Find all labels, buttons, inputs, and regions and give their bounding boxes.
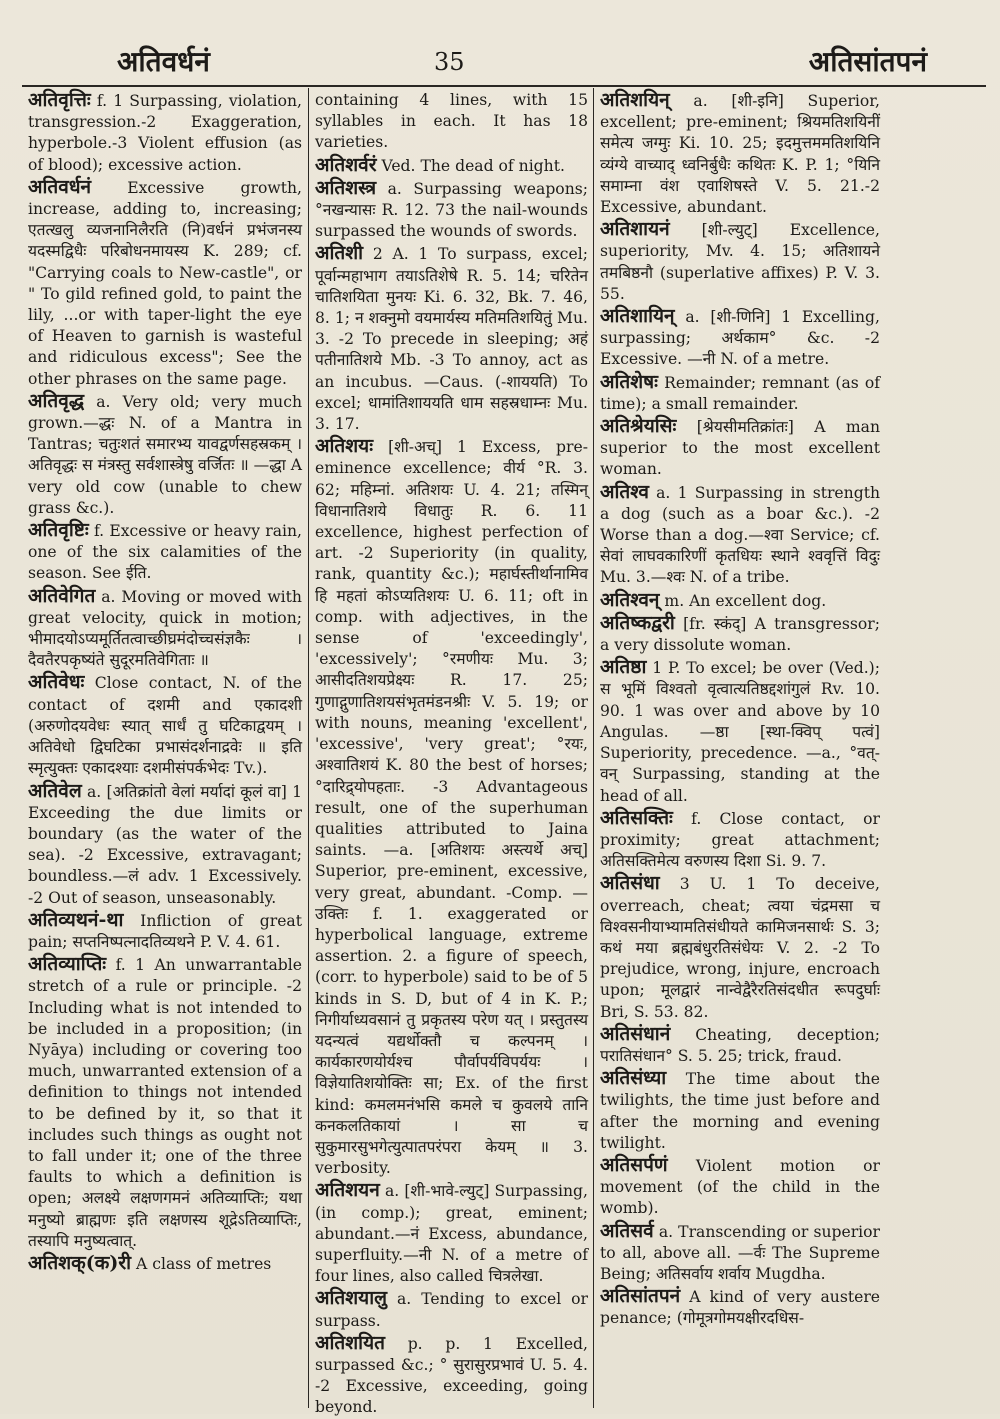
entry-headword: अतिसांतपनं bbox=[600, 1285, 681, 1308]
entry-definition: [शी-अच्] 1 Excess, pre-eminence excellence; वीर्य °R. 3. 62; महिम्नां. अतिशयः U. 4. 21; तस्मिन् विधानातिशये विधातुः R. 6. 11 excellence, highest perfection of art. -2 Superiority (in quality, rank, quantity &c.); महार्घस्तीर्थानामिव हि महतां कोऽप्यतिशयः U. 6. 11; oft in comp. with adjectives, in the sense of 'exceedingly', 'excessively'; °रमणीयः Mu. 3; आसीदतिशयप्रेक्ष्यः R. 17. 25; गुणाद्गुणातिशयसंभृतमंडनश्रीः V. 5. 19; or with nouns, meaning 'excellent', 'excessive', 'very great'; °रयः, अश्वातिशयं K. 80 the best of horses; °दारिद्र्योपहताः. -3 Advantageous result, one of the superhuman qualities attributed to Jaina saints. —a. [अतिशयः अस्त्यर्थे अच्] Superior, pre-eminent, excessive, very great, abundant. -Comp. —उक्तिः f. 1. exaggerated or hyperbolical language, extreme assertion. 2. a figure of speech, (corr. to hyperbole) said to be of 5 kinds in S. D, but of 4 in K. P.; निगीर्याध्यवसानं तु प्रकृतस्य परेण यत् । प्रस्तुतस्य यदन्यत्वं यद्यर्थोक्तौ च कल्पनम् । कार्यकारणयोर्यश्च पौर्वापर्यविपर्ययः । विज्ञेयातिशयोक्तिः सा; Ex. of the first kind: कमलमनंभसि कमले च कुवलये तानि कनकलतिकायां । सा च सुकुमारसुभगेत्युत्पातपरंपरा केयम् ॥ 3. verbosity. bbox=[315, 438, 588, 1178]
dictionary-entry bbox=[315, 1180, 588, 1287]
entry-headword: अतिव्यथनं-था bbox=[28, 908, 124, 931]
entry-headword: अतिवेल bbox=[28, 779, 82, 802]
entry-headword: अतिवेगित bbox=[28, 584, 96, 607]
entry-definition: a. Moving or moved with great velocity, quick in motion; भीमादयोऽप्यमूर्तितत्वाच्छीघ्रमंदोच्चसंज्ञकैः । दैवतैरपकृष्यंते सुदूरमतिवेगिताः ॥ bbox=[28, 587, 302, 670]
dictionary-entry bbox=[315, 155, 588, 177]
entry-definition: m. An excellent dog. bbox=[664, 591, 827, 610]
header-rule bbox=[22, 85, 986, 87]
entry-headword: अतिवेधः bbox=[28, 671, 85, 694]
dictionary-entry bbox=[600, 482, 880, 589]
entry-definition: p. p. 1 Excelled, surpassed &c.; ° सुरासुरप्रभावं U. 5. 4. -2 Excessive, exceeding, going beyond. bbox=[315, 1334, 588, 1417]
entry-definition: f. 1 Surpassing, violation, transgression.-2 Exaggeration, hyperbole.-3 Violent effusion (as of blood); excessive action. bbox=[28, 92, 302, 174]
dictionary-entry bbox=[28, 586, 302, 672]
entry-headword: अतिसर्पणं bbox=[600, 1153, 668, 1176]
entry-definition: Remainder; remnant (as of time); a small remainder. bbox=[600, 373, 880, 413]
entry-definition: Ved. The dead of night. bbox=[381, 156, 565, 175]
dictionary-entry bbox=[600, 306, 880, 371]
entry-headword: अतिसंध्या bbox=[600, 1067, 667, 1090]
dictionary-entry bbox=[600, 1286, 880, 1329]
entry-definition: a. Tending to excel or surpass. bbox=[315, 1290, 588, 1330]
entry-definition: Cheating, deception; परातिसंधान° S. 5. 25; trick, fraud. bbox=[600, 1025, 880, 1065]
dictionary-entry bbox=[315, 436, 588, 1179]
entry-headword: अतिशक्(क)री bbox=[28, 1251, 132, 1274]
entry-headword: अतिवृष्टिः bbox=[28, 519, 89, 542]
entry-headword: अतिसक्तिः bbox=[600, 806, 673, 829]
entry-headword: अतिष्ठा bbox=[600, 656, 647, 679]
entry-headword: अतिवृद्ध bbox=[28, 389, 85, 412]
dictionary-entry bbox=[28, 177, 302, 390]
entry-definition: 2 A. 1 To surpass, excel; पूर्वान्महाभाग तयाऽतिशेषे R. 5. 14; चरितेन चातिशयिता मुनयः Ki. 6. 32, Bk. 7. 46, 8. 1; न शक्नुमो वयमार्यस्य मतिमतिशयितुं Mu. 3. -2 To precede in sleeping; अहं पतीनातिशये Mb. -3 To annoy, act as an incubus. —Caus. (-शाययति) To excel; धामांतिशाययति धाम सहस्रधाम्नः Mu. 3. 17. bbox=[315, 245, 588, 434]
dictionary-entry bbox=[600, 1221, 880, 1286]
entry-headword: अतिशयित bbox=[315, 1331, 385, 1354]
entry-definition: [श्रेयसीमतिक्रांतः] A man superior to the most excellent woman. bbox=[600, 418, 880, 479]
column-1 bbox=[28, 90, 302, 1400]
entry-headword: अतिशयालु bbox=[315, 1287, 388, 1310]
dictionary-entry bbox=[600, 808, 880, 873]
dictionary-entry bbox=[28, 1253, 302, 1275]
entry-headword: अतिश्रेयसिः bbox=[600, 415, 677, 438]
dictionary-entry bbox=[600, 372, 880, 415]
entry-headword: अतिशयन bbox=[315, 1179, 380, 1202]
entry-headword: अतिशेषः bbox=[600, 370, 659, 393]
dictionary-entry bbox=[600, 657, 880, 806]
dictionary-entry bbox=[315, 1333, 588, 1419]
column-rule-2 bbox=[593, 88, 594, 1408]
column-2 bbox=[315, 90, 588, 1417]
entry-headword: अतिशस्त्र bbox=[315, 176, 377, 199]
entry-headword: अतिव्याप्तिः bbox=[28, 953, 107, 976]
page-number: 35 bbox=[434, 48, 465, 76]
dictionary-entry bbox=[315, 90, 588, 154]
dictionary-entry bbox=[28, 672, 302, 779]
entry-headword: अतिशायिन् bbox=[600, 305, 675, 328]
entry-definition: a. [शी-णिनि] 1 Excelling, surpassing; अर्थकाम° &c. -2 Excessive. —नी N. of a metre. bbox=[600, 308, 880, 369]
entry-definition: a. [शी-इनि] Superior, excellent; pre-eminent; श्रियमतिशयिनीं समेत्य जग्मुः Ki. 10. 25; इदमुत्तममतिशयिनि व्यंग्ये वाच्याद् ध्वनिर्बुधैः कथितः K. P. 1; °यिनि समाम्ना वंश एवाशिषस्ते V. 5. 21.-2 Excessive, abundant. bbox=[600, 92, 880, 217]
running-head-left-word: अतिवर्धनं bbox=[117, 45, 210, 78]
entry-definition: Close contact, N. of the contact of दशमी and एकादशी (अरुणोदयवेधः स्यात् सार्धं तु घटिकाद्वयम् । अतिवेधो द्विघटिका प्रभासंदर्शनाद्रवेः ॥ इति स्मृत्युक्तः एकादश्याः दशमीसंपर्कभेदः Tv.). bbox=[28, 674, 302, 778]
entry-definition: a. 1 Surpassing in strength a dog (such as a boar &c.). -2 Worse than a dog.—श्वा Service; cf. सेवां लाघवकारिणीं कृतधियः स्थाने श्ववृत्तिं विदुः Mu. 3.—श्वः N. of a tribe. bbox=[600, 483, 880, 587]
entry-headword: अतिशर्वरं bbox=[315, 153, 377, 176]
dictionary-entry bbox=[28, 954, 302, 1252]
entry-headword: अतिवर्धनं bbox=[28, 175, 92, 198]
entry-headword: अतिष्कद्वरी bbox=[600, 611, 675, 634]
dictionary-entry bbox=[315, 243, 588, 435]
dictionary-entry bbox=[600, 613, 880, 656]
entry-definition: Violent motion or movement (of the child in the womb). bbox=[600, 1156, 880, 1218]
running-head-right-word: अतिसांतपनं bbox=[808, 45, 927, 78]
dictionary-entry bbox=[600, 1024, 880, 1067]
column-rule-1 bbox=[308, 88, 309, 1408]
entry-headword: अतिसंधानं bbox=[600, 1022, 671, 1045]
column-3 bbox=[600, 90, 880, 1400]
entry-definition: a. [अतिक्रांतो वेलां मर्यादां कूलं वा] 1 Exceeding the due limits or boundary (as the water of the sea). -2 Excessive, extravagant; boundless.—लं adv. 1 Excessively. -2 Out of season, unseasonably. bbox=[28, 782, 302, 907]
dictionary-entry bbox=[600, 219, 880, 305]
dictionary-entry bbox=[600, 90, 880, 218]
entry-definition: a. Transcending or superior to all, above all. —र्वः The Supreme Being; अतिसर्वाय शर्वाय Mugdha. bbox=[600, 1222, 880, 1283]
dictionary-entry bbox=[28, 910, 302, 953]
running-head bbox=[22, 38, 982, 86]
dictionary-entry bbox=[28, 781, 302, 909]
dictionary-entry bbox=[600, 1155, 880, 1220]
dictionary-entry bbox=[315, 178, 588, 243]
entry-definition: a. Surpassing weapons; °नखन्यासः R. 12. 73 the nail-wounds surpassed the wounds of swords. bbox=[315, 179, 588, 241]
entry-definition: a. Very old; very much grown.—द्धः N. of a Mantra in Tantras; चतुःशतं समारभ्य यावद्वर्णसहस्रकम् । अतिवृद्धः स मंत्रस्तु सर्वशास्त्रेषु वर्जितः ॥ —द्धा A very old cow (unable to chew grass &c.). bbox=[28, 392, 302, 517]
dictionary-entry bbox=[28, 90, 302, 176]
entry-definition: [शी-ल्युट्] Excellence, superiority, Mv. 4. 15; अतिशायने तमबिष्ठनौ (superlative affixes) P. V. 3. 55. bbox=[600, 221, 880, 303]
dictionary-entry bbox=[315, 1288, 588, 1331]
entry-definition: A kind of very austere penance; (गोमूत्रगोमयक्षीरदधिस- bbox=[600, 1288, 881, 1328]
entry-definition: The time about the twilights, the time just before and after the morning and evening twilight. bbox=[600, 1070, 880, 1152]
entry-headword: अतिश्व bbox=[600, 480, 649, 503]
entry-definition: f. Excessive or heavy rain, one of the six calamities of the season. See ईति. bbox=[28, 522, 302, 583]
dictionary-entry bbox=[600, 873, 880, 1022]
dictionary-entry bbox=[600, 590, 880, 612]
entry-headword: अतिशयिन् bbox=[600, 89, 670, 111]
entry-definition: f. 1 An unwarrantable stretch of a rule or principle. -2 Including what is not intended to be included in a proposition; (in Nyāya) including or covering too much, unwarranted extension of a definition to things not intended to be defined by it, so that it includes such things as ought not to fall under it; one of the three faults to which a definition is open; अलक्ष्ये लक्षणगमनं अतिव्याप्तिः; यथा मनुष्यो ब्राह्मणः इति लक्षणस्य शूद्रेऽतिव्याप्तिः, तस्यापि मनुष्यत्वात्. bbox=[28, 956, 302, 1250]
dictionary-entry bbox=[600, 416, 880, 481]
entry-headword: अतिश्वन् bbox=[600, 588, 660, 611]
entry-definition: containing 4 lines, with 15 syllables in each. It has 18 varieties. bbox=[315, 91, 588, 152]
entry-headword: अतिसंधा bbox=[600, 872, 660, 895]
entry-definition: 1 P. To excel; be over (Ved.); स भूमिं विश्वतो वृत्वात्यतिष्ठद्दशांगुलं Rv. 10. 90. 1 was over and above by 10 Angulas. —ष्ठा [स्था-क्विप् पत्वं] Superiority, precedence. —a., °वत्-वन् Surpassing, standing at the head of all. bbox=[600, 659, 880, 805]
entry-headword: अतिशी bbox=[315, 242, 364, 265]
entry-definition: f. Close contact, or proximity; great attachment; अतिसक्तिमेत्य वरुणस्य दिशा Si. 9. 7. bbox=[600, 809, 880, 871]
entry-headword: अतिसर्व bbox=[600, 1219, 654, 1242]
entry-definition: Infliction of great pain; सप्तनिष्पत्नादतिव्यथने P. V. 4. 61. bbox=[28, 911, 302, 951]
entry-definition: 3 U. 1 To deceive, overreach, cheat; त्वया चंद्रमसा च विश्वसनीयाभ्यामतिसंधीयते कामिजनसार्थः S. 3; कथं मया ब्रह्मबंधुरतिसंधेयः V. 2. -2 To prejudice, wrong, injure, encroach upon; मूलद्वारं नान्वेद्वैरैरतिसंदधीत रूपदुर्घाः Bri, S. 53. 82. bbox=[600, 875, 880, 1021]
entry-definition: [fr. स्कंद्] A transgressor; a very dissolute woman. bbox=[600, 614, 880, 655]
dictionary-entry bbox=[28, 391, 302, 519]
entry-headword: अतिशायनं bbox=[600, 218, 670, 241]
entry-headword: अतिवृत्तिः bbox=[28, 89, 91, 111]
dictionary-entry bbox=[28, 520, 302, 585]
entry-definition: a. [शी-भावे-ल्युट्] Surpassing, (in comp.); great, eminent; abundant.—नं Excess, abundance, superfluity.—नी N. of a metre of four lines, also called चित्रलेखा. bbox=[315, 1182, 588, 1286]
entry-headword: अतिशयः bbox=[315, 435, 374, 458]
entry-definition: A class of metres bbox=[136, 1254, 272, 1273]
dictionary-entry bbox=[600, 1068, 880, 1154]
entry-definition: Excessive growth, increase, adding to, increasing; एतत्खलु व्यजनानिलैरति (नि)वर्धनं प्रभंजनस्य यदस्मद्विधैः परिबोधनमायस्य K. 289; cf. "Carrying coals to New-castle", or " To gild refined gold, to paint the lily, ...or with taper-light the eye of Heaven to garnish is wasteful and ridiculous excess"; See the other phrases on the same page. bbox=[28, 178, 302, 388]
